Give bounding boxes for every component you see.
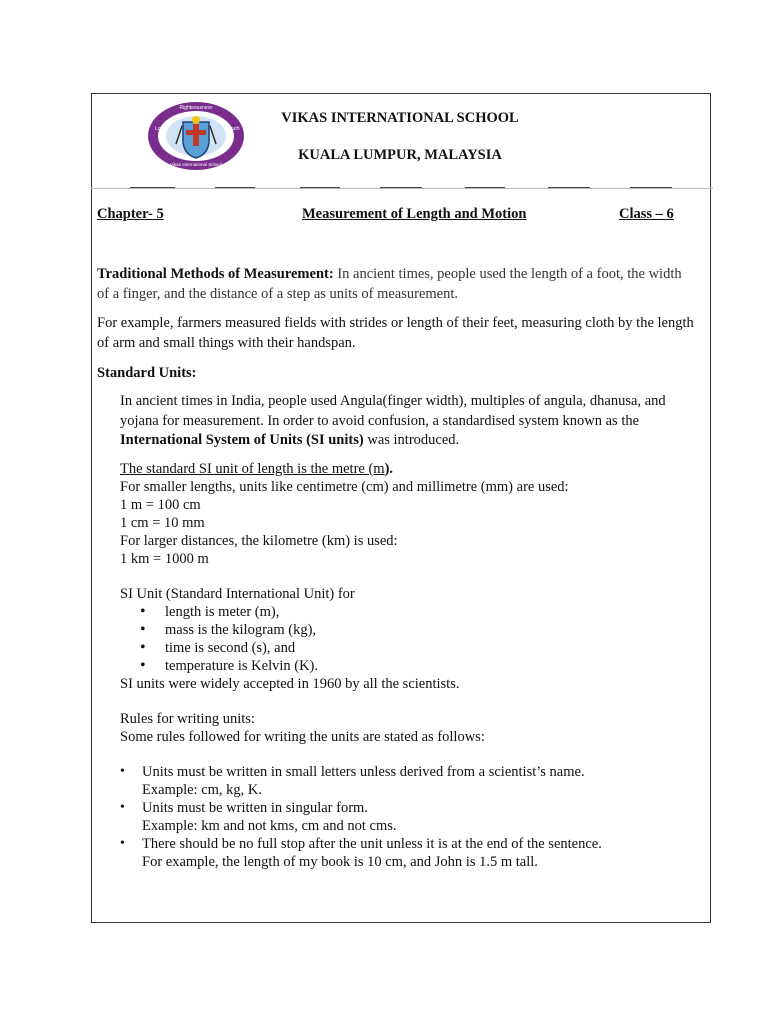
rules-list bbox=[120, 763, 680, 871]
si-unit-item: • time is second (s), and bbox=[120, 639, 700, 657]
standard-units-heading: Standard Units: bbox=[97, 365, 197, 381]
header-divider bbox=[91, 188, 713, 189]
si-unit-item: • mass is the kilogram (kg), bbox=[120, 621, 700, 639]
logo-text-left: Love bbox=[155, 126, 166, 132]
si-unit-item: • length is meter (m), bbox=[120, 603, 700, 621]
rule-example: For example, the length of my book is 10 cm, and John is 1.5 m tall. bbox=[142, 854, 538, 870]
length-line: For larger distances, the kilometre (km) is used: bbox=[120, 533, 398, 549]
divider-segment bbox=[548, 187, 590, 188]
divider-segment bbox=[300, 187, 340, 188]
traditional-methods-heading: Traditional Methods of Measurement: bbox=[97, 266, 334, 282]
class-label: Class – 6 bbox=[619, 206, 674, 222]
rule-text: • Units must be written in singular form. bbox=[142, 800, 368, 816]
rule-item bbox=[120, 799, 680, 835]
standard-units-text: In ancient times in India, people used Angula(finger width), multiples of angula, dhanusa, and yojana for measurement. In order to avoid confusion, a standardised system known as the bbox=[120, 393, 666, 429]
si-length-underlined: The standard SI unit of length is the metre (m bbox=[120, 461, 385, 477]
divider-segment bbox=[380, 187, 422, 188]
example-paragraph: For example, farmers measured fields with strides or length of their feet, measuring cloth by the length of arm and small things with their handspan. bbox=[97, 315, 694, 351]
rule-example: Example: cm, kg, K. bbox=[142, 782, 263, 798]
si-length-statement bbox=[120, 460, 700, 478]
standard-units-text-end: was introduced. bbox=[363, 432, 460, 448]
length-line: For smaller lengths, units like centimetre (cm) and millimetre (mm) are used: bbox=[120, 479, 569, 495]
length-line: 1 km = 1000 m bbox=[120, 551, 209, 567]
rules-heading: Rules for writing units: bbox=[120, 711, 255, 727]
school-name: VIKAS INTERNATIONAL SCHOOL bbox=[281, 110, 519, 126]
divider-segment bbox=[130, 187, 175, 188]
rule-example: Example: km and not kms, cm and not cms. bbox=[142, 818, 397, 834]
si-unit-item: • temperature is Kelvin (K). bbox=[120, 657, 700, 675]
logo-text-bottom: Vikas International School bbox=[170, 162, 222, 167]
si-length-block bbox=[120, 460, 700, 568]
rule-item bbox=[120, 763, 680, 799]
si-length-end: ). bbox=[384, 461, 394, 477]
rules-intro: Some rules followed for writing the units are stated as follows: bbox=[120, 729, 485, 745]
traditional-methods-paragraph bbox=[97, 264, 697, 304]
traditional-methods-text: In ancient times, people used the length of a foot, the width of a finger, and the distance of a step as units of measurement. bbox=[97, 266, 682, 302]
chapter-label: Chapter- 5 bbox=[97, 206, 164, 222]
school-location: KUALA LUMPUR, MALAYSIA bbox=[298, 147, 502, 163]
divider-segment bbox=[465, 187, 505, 188]
rule-item bbox=[120, 835, 680, 871]
chapter-title: Measurement of Length and Motion bbox=[302, 206, 527, 222]
rule-text: • There should be no full stop after the unit unless it is at the end of the sentence. bbox=[142, 836, 602, 852]
standard-units-paragraph bbox=[120, 392, 695, 451]
si-units-name: International System of Units (SI units) bbox=[120, 432, 364, 448]
length-line: 1 cm = 10 mm bbox=[120, 515, 205, 531]
si-unit-block bbox=[120, 585, 700, 693]
divider-segment bbox=[630, 187, 672, 188]
si-unit-intro: SI Unit (Standard International Unit) for bbox=[120, 586, 355, 602]
logo-text-right: Truth bbox=[228, 126, 240, 132]
rules-block bbox=[120, 710, 700, 746]
divider-segment bbox=[215, 187, 255, 188]
length-line: 1 m = 100 cm bbox=[120, 497, 201, 513]
logo-text-top: Righteousness bbox=[179, 105, 213, 111]
rule-text: • Units must be written in small letters unless derived from a scientist’s name. bbox=[142, 764, 585, 780]
si-accepted-text: SI units were widely accepted in 1960 by all the scientists. bbox=[120, 676, 460, 692]
